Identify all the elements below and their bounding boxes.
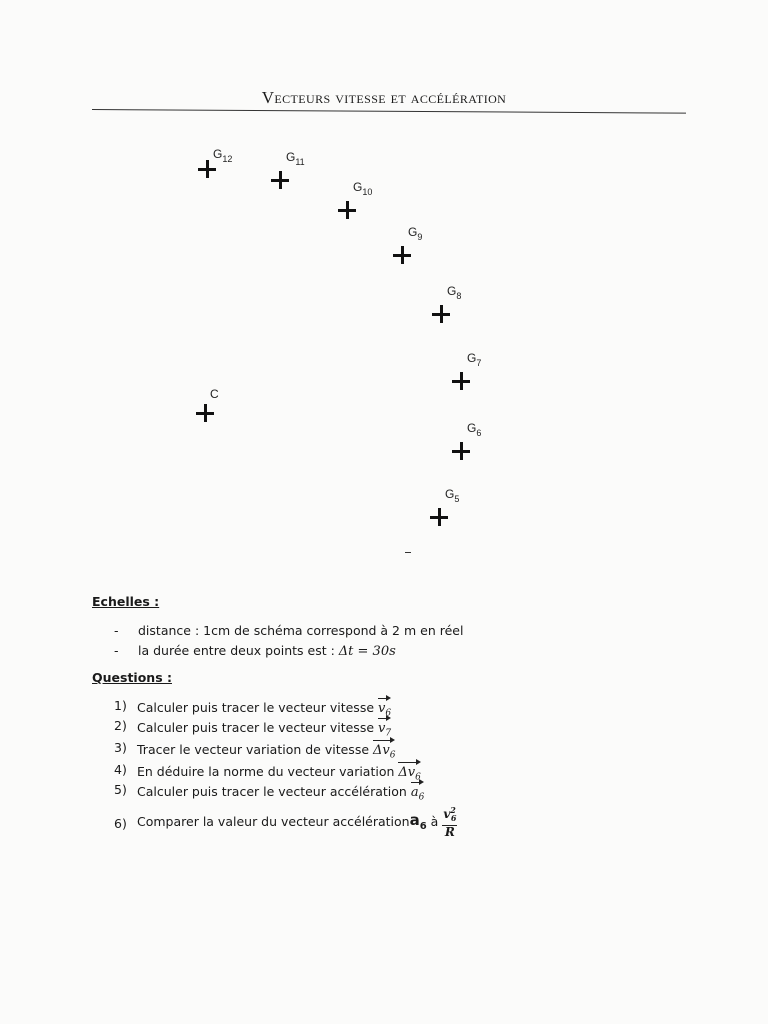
point-label: G <box>447 284 457 298</box>
point-sub: 8 <box>456 291 462 301</box>
question-number: 2) <box>114 718 127 733</box>
point-label: G <box>408 225 418 239</box>
point-sub: 10 <box>362 187 373 197</box>
vector-delta-v6: $\Delta v_6$ <box>373 740 395 761</box>
point-label: G <box>467 421 477 435</box>
title-underline <box>92 109 686 114</box>
vector-a6: $a_6$ <box>411 782 425 803</box>
question-number: 5) <box>114 782 127 797</box>
vector-v6: $v_6$ <box>378 698 391 719</box>
page-title: Vecteurs vitesse et accélération <box>261 88 507 107</box>
vector-v7: $v_7$ <box>378 718 391 739</box>
cross-marker <box>196 404 214 422</box>
bullet-dash: - <box>114 623 119 638</box>
point-sub: 11 <box>295 157 305 167</box>
cross-marker <box>271 171 289 189</box>
time-interval-math: Δt = 30s <box>338 644 396 659</box>
question-5: Calculer puis tracer le vecteur accélération $a_6$ <box>137 784 425 803</box>
point-sub: 5 <box>454 494 460 504</box>
question-4: En déduire la norme du vecteur variation $\Delta v_6$ <box>137 764 421 783</box>
questions-heading: Questions : <box>92 670 172 685</box>
question-number: 6) <box>114 816 127 831</box>
point-label: G <box>286 150 296 164</box>
point-sub: 7 <box>476 358 482 368</box>
question-number: 3) <box>114 740 127 755</box>
question-number: 4) <box>114 762 127 777</box>
scale-distance: distance : 1cm de schéma correspond à 2 m en réel <box>138 623 464 638</box>
vector-delta-v6: $\Delta v_6$ <box>398 762 420 783</box>
cross-marker <box>393 246 411 264</box>
cross-marker <box>452 442 470 460</box>
question-number: 1) <box>114 698 127 713</box>
point-sub: 12 <box>222 154 233 164</box>
accel-a6: $a_6$ <box>409 811 427 833</box>
fraction-v6-squared-over-r: $\frac{v^2_6}{R}$ <box>443 805 457 840</box>
cross-marker <box>432 305 450 323</box>
bullet-dash: - <box>114 643 119 658</box>
point-label: G <box>353 180 363 194</box>
point-sub: 6 <box>476 428 482 438</box>
question-3: Tracer le vecteur variation de vitesse $\Delta v_6$ <box>137 742 396 761</box>
point-label: G <box>213 147 223 161</box>
question-6: Comparer la valeur du vecteur accélérationa$_6$ à $\frac{v^2_6}{R}$ <box>137 805 457 840</box>
point-sub: 9 <box>417 232 423 242</box>
cross-marker <box>338 201 356 219</box>
question-2: Calculer puis tracer le vecteur vitesse $v_7$ <box>137 720 392 739</box>
cross-marker <box>430 508 448 526</box>
cross-marker <box>452 372 470 390</box>
scale-time-text: la durée entre deux points est : <box>138 643 339 658</box>
question-1: Calculer puis tracer le vecteur vitesse $v_6$ <box>137 700 392 719</box>
point-label: C <box>210 387 219 401</box>
scale-time <box>138 643 396 659</box>
stray-mark <box>405 552 411 553</box>
point-label: G <box>445 487 455 501</box>
scales-heading: Echelles : <box>92 594 160 609</box>
point-label: G <box>467 351 477 365</box>
